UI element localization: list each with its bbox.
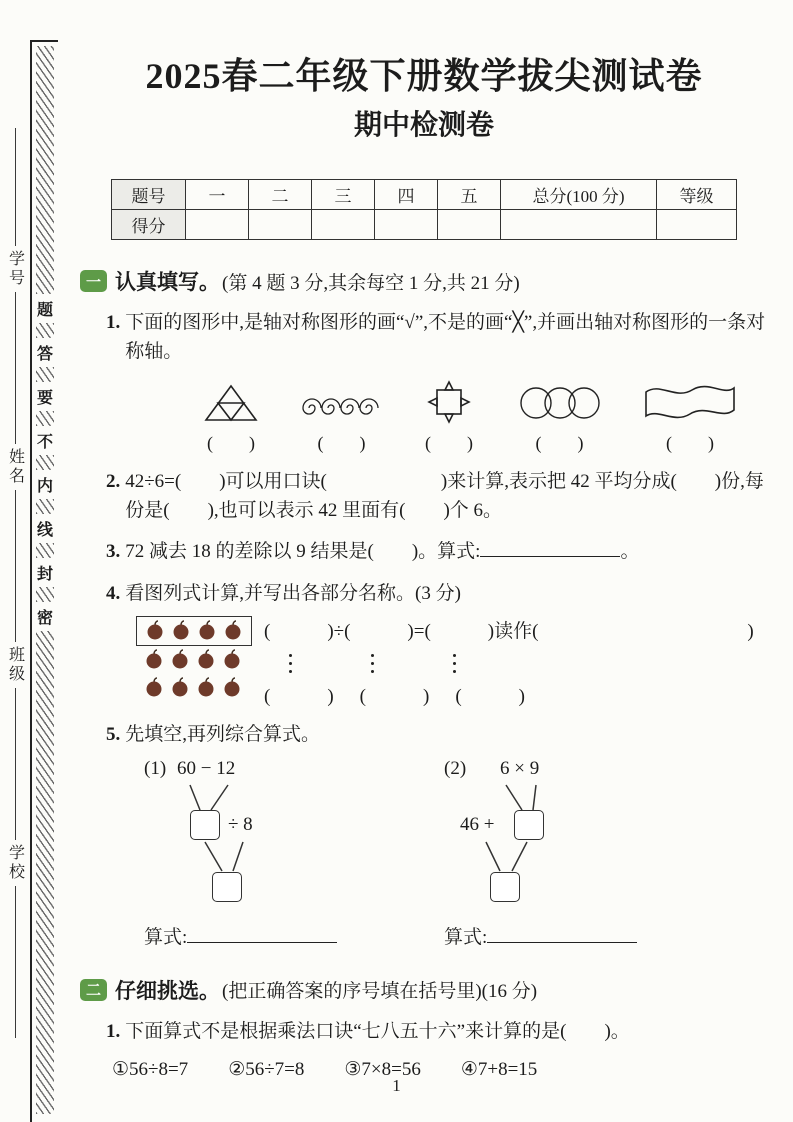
fill-box	[490, 872, 520, 902]
answer-paren: ( )	[666, 433, 714, 454]
fill-box	[190, 810, 220, 840]
score-empty-cell	[375, 210, 438, 240]
diagram-side-operator: 46 +	[460, 813, 495, 835]
question-number: 2.	[106, 471, 121, 493]
diagram-expression: 60 − 12	[177, 757, 236, 779]
apple-icon	[142, 619, 168, 643]
name-paren: ( )	[455, 686, 525, 708]
formula-row	[80, 922, 768, 949]
hatch-pattern	[36, 499, 54, 514]
apple-row-boxed	[136, 616, 252, 646]
option-1: ①56÷8=7	[112, 1059, 189, 1081]
seal-char: 答	[36, 346, 53, 363]
diagram-side-operator: ÷ 8	[228, 813, 253, 835]
section-two-question-1	[80, 1018, 768, 1047]
apple-icon	[167, 676, 193, 700]
name-paren: ( )	[359, 686, 430, 708]
hatch-pattern	[36, 543, 54, 558]
score-empty-cell	[657, 210, 737, 240]
answer-paren: ( )	[317, 433, 366, 454]
section-one-badge: 一	[80, 270, 107, 292]
field-line	[15, 688, 16, 840]
diagram-1	[144, 758, 356, 908]
score-header-cell: 题号	[112, 180, 186, 210]
diagram-label: (1)	[144, 757, 167, 779]
question-1	[80, 309, 768, 366]
field-line	[15, 292, 16, 444]
answer-paren: ( )	[535, 433, 584, 454]
vertical-dots-icon	[288, 651, 292, 675]
shape-cell	[421, 380, 477, 455]
section-two-heading	[80, 975, 768, 1005]
seal-char: 题	[36, 302, 53, 319]
name-field	[4, 444, 27, 642]
option-3: ③7×8=56	[344, 1059, 421, 1081]
question-text-after: 。	[620, 541, 640, 563]
formula-label: 算式:	[444, 926, 488, 948]
hatch-pattern	[36, 323, 54, 338]
student-info-column	[2, 128, 28, 1038]
part-names-row	[264, 681, 768, 708]
seal-char: 要	[36, 390, 53, 407]
score-table-header-row	[112, 180, 737, 210]
apple-icon	[141, 676, 167, 700]
hatch-pattern	[36, 455, 54, 470]
answer-blank-line	[187, 924, 337, 943]
score-empty-cell	[312, 210, 375, 240]
apple-icon	[168, 619, 194, 643]
spirals-shape-icon	[302, 392, 382, 424]
score-header-cell: 总分(100 分)	[501, 180, 657, 210]
section-one-heading	[80, 266, 768, 296]
question-number: 1.	[106, 312, 121, 334]
question-number: 5.	[106, 724, 121, 746]
apple-icon	[193, 648, 219, 672]
section-two-title: 仔细挑选。	[115, 978, 220, 1003]
formula-label: 算式:	[144, 926, 188, 948]
fill-box	[514, 810, 544, 840]
question-3	[80, 538, 768, 567]
score-empty-cell	[438, 210, 501, 240]
hatch-pattern	[36, 631, 54, 1114]
student-id-label: 学号	[6, 250, 24, 288]
question-text: 先填空,再列综合算式。	[125, 724, 321, 746]
option-4: ④7+8=15	[460, 1059, 538, 1081]
score-header-cell: 五	[438, 180, 501, 210]
question-text	[125, 538, 768, 567]
seal-line-vertical-rule	[30, 40, 32, 1122]
apple-icon	[193, 676, 219, 700]
score-label-cell: 得分	[112, 210, 186, 240]
apple-icon	[219, 676, 245, 700]
triangles-shape-icon	[200, 382, 262, 424]
hatch-pattern	[36, 367, 54, 382]
school-label: 学校	[6, 844, 24, 882]
diagram-expression: 6 × 9	[500, 757, 540, 779]
question-text: 下面算式不是根据乘法口诀“七八五十六”来计算的是( )。	[125, 1020, 630, 1042]
fill-box	[212, 872, 242, 902]
paper-body	[80, 56, 768, 1081]
score-table	[111, 179, 737, 240]
shape-cell	[302, 392, 382, 455]
section-two-note: (把正确答案的序号填在括号里)(16 分)	[222, 981, 538, 1003]
score-header-cell: 三	[312, 180, 375, 210]
apple-row	[136, 674, 252, 702]
question-5	[80, 721, 768, 750]
field-line	[15, 128, 16, 246]
vertical-dots-icon	[370, 651, 374, 675]
shape-cell	[642, 380, 738, 455]
apple-grid	[136, 616, 252, 708]
symmetry-shapes-row	[200, 380, 738, 455]
shape-cell	[200, 382, 262, 455]
seal-char: 内	[36, 478, 53, 495]
question-4-equation-area	[252, 616, 768, 708]
question-4-figure	[80, 616, 768, 708]
question-text-before: 72 减去 18 的差除以 9 结果是( )。算式:	[125, 541, 481, 563]
shape-cell	[517, 382, 603, 455]
field-line	[15, 490, 16, 642]
apple-icon	[141, 648, 167, 672]
name-label: 姓名	[6, 448, 24, 486]
student-id-field	[4, 246, 27, 444]
section-one-title: 认真填写。	[115, 270, 220, 295]
apple-icon	[219, 648, 245, 672]
diagram-2	[444, 758, 656, 908]
question-text: 42÷6=( )可以用口诀( )来计算,表示把 42 平均分成( )份,每份是( ),也可以表示 42 里面有( )个 6。	[125, 471, 764, 521]
score-header-cell: 二	[249, 180, 312, 210]
wavy-banner-shape-icon	[642, 380, 738, 424]
vertical-dots-icon	[452, 651, 456, 675]
class-label: 班级	[6, 646, 24, 684]
answer-paren: ( )	[207, 433, 255, 454]
score-header-cell: 等级	[657, 180, 737, 210]
apple-icon	[220, 619, 246, 643]
vertical-dots-row	[264, 651, 768, 675]
paper-subtitle: 期中检测卷	[353, 110, 494, 142]
overlapping-rings-shape-icon	[517, 382, 603, 424]
spiked-square-shape-icon	[421, 380, 477, 424]
score-empty-cell	[501, 210, 657, 240]
field-line	[15, 886, 16, 1038]
hatch-pattern	[36, 411, 54, 426]
question-4	[80, 580, 768, 609]
score-empty-cell	[249, 210, 312, 240]
answer-paren: ( )	[425, 433, 473, 454]
diagram-label: (2)	[444, 757, 467, 779]
page-number: 1	[392, 1076, 401, 1095]
apple-row	[136, 646, 252, 674]
answer-blank-line	[480, 538, 620, 557]
question-text: 看图列式计算,并写出各部分名称。(3 分)	[125, 582, 461, 604]
hatch-pattern	[36, 46, 54, 294]
apple-icon	[194, 619, 220, 643]
apple-icon	[167, 648, 193, 672]
seal-line-top-rule	[30, 40, 58, 42]
answer-blank-line	[487, 924, 637, 943]
paper-title: 2025春二年级下册数学拔尖测试卷	[145, 56, 703, 96]
section-one-note: (第 4 题 3 分,其余每空 1 分,共 21 分)	[222, 272, 520, 294]
score-header-cell: 一	[186, 180, 249, 210]
formula-group-2	[444, 922, 656, 949]
seal-char: 密	[36, 610, 53, 627]
formula-group-1	[144, 922, 356, 949]
hatch-pattern	[36, 587, 54, 602]
question-number: 3.	[106, 541, 121, 563]
name-paren: ( )	[264, 686, 334, 708]
question-2	[80, 468, 768, 525]
seal-char: 不	[36, 434, 53, 451]
question-text: 下面的图形中,是轴对称图形的画“√”,不是的画“╳”,并画出轴对称图形的一条对称轴。	[125, 312, 766, 362]
score-empty-cell	[186, 210, 249, 240]
option-2: ②56÷7=8	[228, 1059, 305, 1081]
school-field	[4, 840, 27, 1038]
seal-line-band	[34, 46, 56, 1114]
seal-char: 线	[36, 522, 53, 539]
score-header-cell: 四	[375, 180, 438, 210]
score-table-score-row	[112, 210, 737, 240]
equation-line: ( )÷( )=( )读作( )	[264, 621, 754, 643]
question-number: 1.	[106, 1020, 121, 1042]
section-two-badge: 二	[80, 979, 107, 1001]
question-number: 4.	[106, 582, 121, 604]
seal-char: 封	[36, 566, 53, 583]
question-5-diagrams	[80, 758, 768, 908]
class-field	[4, 642, 27, 840]
